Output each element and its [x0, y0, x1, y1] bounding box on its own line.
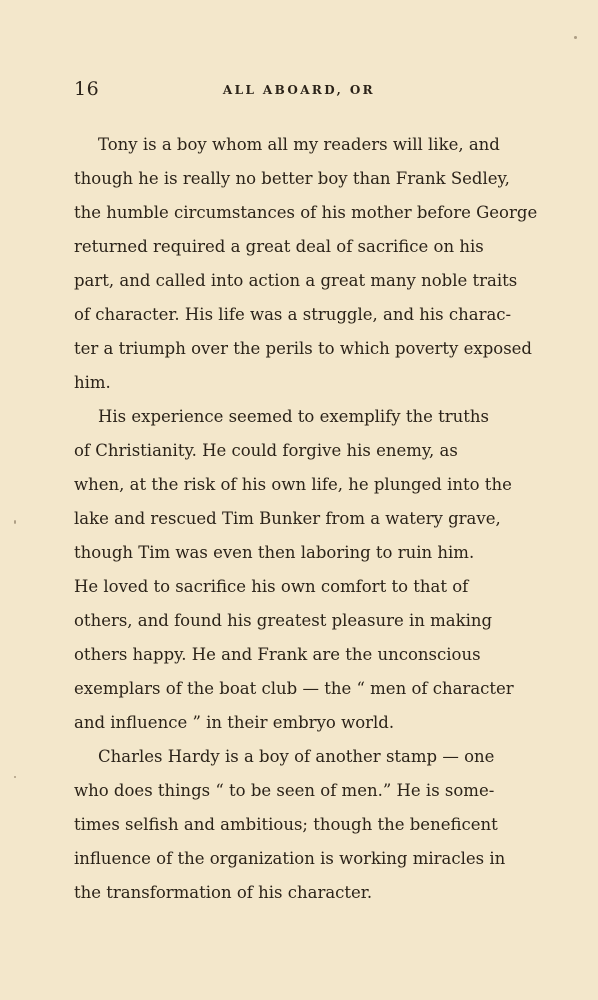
- text-line: the humble circumstances of his mother before George: [74, 203, 538, 222]
- paragraph-2: [74, 400, 552, 740]
- text-line: though Tim was even then laboring to ruin him.: [74, 543, 475, 562]
- text-line: when, at the risk of his own life, he plunged into the: [74, 475, 512, 494]
- text-line: of Christianity. He could forgive his enemy, as: [74, 441, 458, 460]
- text-line: others happy. He and Frank are the unconscious: [74, 645, 481, 664]
- running-title: ALL ABOARD, OR: [222, 83, 376, 97]
- text-line: influence of the organization is working miracles in: [74, 849, 506, 868]
- text-line: returned required a great deal of sacrifice on his: [74, 237, 484, 256]
- text-line: of character. His life was a struggle, and his charac-: [74, 305, 512, 324]
- text-line: times selfish and ambitious; though the beneficent: [74, 815, 498, 834]
- text-line: Tony is a boy whom all my readers will like, and: [98, 135, 500, 154]
- text-line: and influence ” in their embryo world.: [74, 713, 395, 732]
- text-line: He loved to sacrifice his own comfort to that of: [74, 577, 469, 596]
- text-line: ter a triumph over the perils to which poverty exposed: [74, 339, 532, 358]
- text-line: him.: [74, 373, 111, 392]
- text-line: though he is really no better boy than Frank Sedley,: [74, 169, 510, 188]
- text-line: Charles Hardy is a boy of another stamp — one: [98, 747, 495, 766]
- text-line: part, and called into action a great many noble traits: [74, 271, 518, 290]
- text-line: the transformation of his character.: [74, 883, 373, 902]
- page-number: 16: [74, 78, 100, 100]
- text-line: exemplars of the boat club — the “ men of character: [74, 679, 514, 698]
- text-line: His experience seemed to exemplify the truths: [98, 407, 490, 426]
- paragraph-1: [74, 128, 552, 400]
- text-line: who does things “ to be seen of men.” He is some-: [74, 781, 495, 800]
- body-text: [74, 128, 552, 910]
- print-speck: [574, 36, 577, 39]
- print-speck: [14, 520, 16, 524]
- text-line: lake and rescued Tim Bunker from a watery grave,: [74, 509, 501, 528]
- text-line: others, and found his greatest pleasure in making: [74, 611, 493, 630]
- print-speck: [14, 776, 16, 778]
- paragraph-3: [74, 740, 552, 910]
